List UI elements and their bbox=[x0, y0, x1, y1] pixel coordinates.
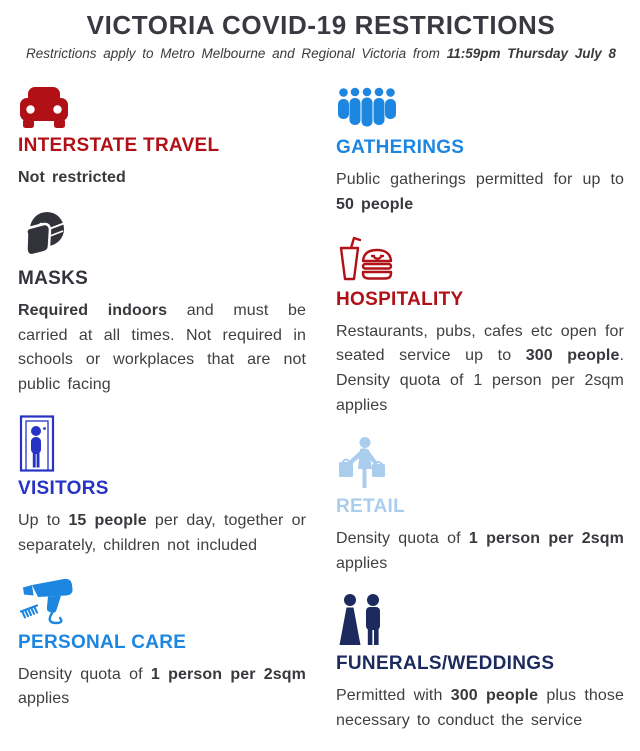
person-at-door-icon bbox=[18, 415, 306, 472]
section-body: Density quota of 1 person per 2sqm applies bbox=[18, 665, 306, 708]
hair-dryer-icon bbox=[18, 576, 306, 626]
section-gatherings bbox=[336, 87, 624, 218]
right-column bbox=[336, 87, 624, 751]
section-body: Required indoors and must be carried at all times. Not required in schools or workplaces that are not public facing bbox=[18, 301, 307, 394]
section-title: PERSONAL CARE bbox=[18, 631, 187, 653]
section-funerals-weddings bbox=[336, 593, 624, 734]
subtitle bbox=[18, 46, 624, 61]
section-body: Restaurants, pubs, cafes etc open for seated service up to 300 people. Density quota of 1 person per 2sqm applies bbox=[336, 322, 624, 414]
subtitle-date: 11:59pm Thursday July 8 bbox=[446, 46, 616, 61]
section-visitors bbox=[18, 415, 306, 559]
car-icon bbox=[18, 87, 306, 129]
section-title: GATHERINGS bbox=[336, 137, 465, 158]
people-group-icon bbox=[336, 87, 624, 131]
face-mask-icon bbox=[18, 208, 306, 262]
section-body: Not restricted bbox=[18, 169, 126, 186]
sections-grid bbox=[18, 87, 624, 751]
section-title: VISITORS bbox=[18, 477, 109, 499]
section-hospitality bbox=[336, 235, 624, 419]
section-body: Up to 15 people per day, together or separately, children not included bbox=[18, 511, 306, 554]
section-interstate-travel bbox=[18, 87, 306, 191]
section-masks bbox=[18, 208, 306, 398]
section-title: MASKS bbox=[18, 267, 89, 289]
section-title: INTERSTATE TRAVEL bbox=[18, 135, 220, 156]
section-title: RETAIL bbox=[336, 495, 405, 517]
section-title: FUNERALS/WEDDINGS bbox=[336, 653, 555, 675]
section-body: Density quota of 1 person per 2sqm applies bbox=[336, 529, 624, 572]
section-retail bbox=[336, 436, 624, 577]
section-personal-care bbox=[18, 576, 306, 713]
shopper-with-bags-icon bbox=[336, 436, 624, 490]
section-body: Permitted with 300 people plus those necessary to conduct the service bbox=[336, 687, 625, 730]
bride-and-groom-icon bbox=[336, 593, 624, 647]
section-body: Public gatherings permitted for up to 50 people bbox=[336, 171, 624, 213]
drink-and-burger-icon bbox=[336, 235, 624, 283]
section-title: HOSPITALITY bbox=[336, 288, 464, 310]
page-title: VICTORIA COVID-19 RESTRICTIONS bbox=[86, 10, 556, 40]
subtitle-text: Restrictions apply to Metro Melbourne and Regional Victoria from bbox=[25, 46, 447, 61]
left-column bbox=[18, 87, 306, 751]
